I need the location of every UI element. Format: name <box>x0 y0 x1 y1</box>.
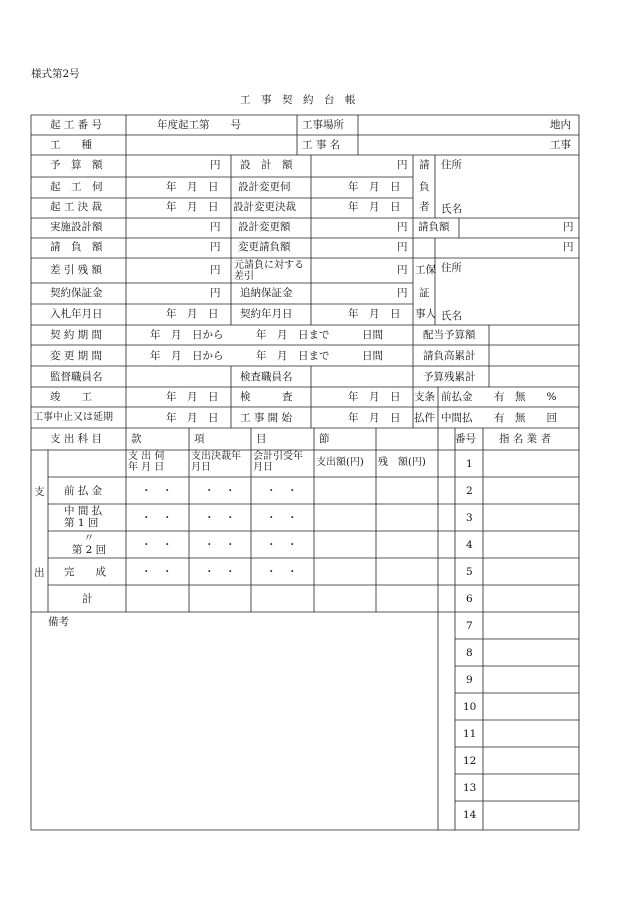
guarantor-name-label: 氏名 <box>441 310 462 322</box>
start-label: 工 事 開 始 <box>240 412 293 424</box>
vendor-number: 2 <box>466 485 473 497</box>
ko-label: 項 <box>194 433 205 445</box>
mid-row-value: 年 月 日 <box>348 181 401 193</box>
contractor-char: 請 <box>419 159 430 171</box>
start-value: 年 月 日 <box>348 412 401 424</box>
condition-char: 払件 <box>414 412 435 424</box>
inspection-value: 年 月 日 <box>348 391 401 403</box>
mid-row-label: 設 計 額 <box>240 159 293 171</box>
left-row-value: 円 <box>210 241 221 253</box>
side-char: 出 <box>34 567 45 579</box>
budget-remaining-label: 予算残累計 <box>423 371 476 383</box>
left-row-label: 契約保証金 <box>50 287 103 299</box>
koji-mei-value: 工事 <box>550 139 571 151</box>
supervisor-label: 監督職員名 <box>50 371 103 383</box>
side-char: 支 <box>34 486 45 498</box>
advance-label: 前払金 <box>441 391 473 403</box>
guarantor-char: 工保 <box>415 264 436 276</box>
expense-date: ・ ・ <box>141 512 173 524</box>
vendor-number-label: 番号 <box>455 433 476 445</box>
advance-value: 有 無 % <box>494 391 557 403</box>
completion-value: 年 月 日 <box>166 391 219 403</box>
contractor-char: 負 <box>419 181 430 193</box>
period-days: 日間 <box>362 350 383 362</box>
expense-date: ・ ・ <box>141 485 173 497</box>
col-header: 支出額(円) <box>316 457 364 468</box>
vendor-number: 7 <box>466 620 473 632</box>
vendor-number: 4 <box>466 539 473 551</box>
expense-date: ・ ・ <box>204 566 236 578</box>
expense-row-label: 前 払 金 <box>64 485 103 497</box>
mid-row-label: 設計変更額 <box>238 221 291 233</box>
interim-value: 有 無 回 <box>494 412 557 424</box>
vendor-number: 6 <box>466 593 473 605</box>
left-row-value: 円 <box>210 159 221 171</box>
koshu-label: 工 種 <box>50 139 92 151</box>
period-right-label: 請負高累計 <box>423 350 476 362</box>
contractor-name-label: 氏名 <box>441 203 462 215</box>
kiko-bango-value: 年度起工第 号 <box>157 119 241 131</box>
expense-row-label: 計 <box>82 593 93 605</box>
vendor-number: 3 <box>466 512 473 524</box>
mid-row-label: 設計変更決裁 <box>233 201 296 213</box>
kiko-bango-label: 起 工 番 号 <box>50 119 103 131</box>
mid-row-value: 円 <box>397 287 408 299</box>
left-row-value: 年 月 日 <box>166 308 219 320</box>
moku-label: 目 <box>256 433 267 445</box>
left-row-label: 入札年月日 <box>50 308 103 320</box>
contract-extra-unit: 円 <box>563 241 574 253</box>
vendor-number: 11 <box>463 728 477 740</box>
vendor-number: 14 <box>463 809 477 821</box>
col-header: 会計引受年 月日 <box>253 451 303 473</box>
koji-basho-value: 地内 <box>550 119 571 131</box>
remarks-label: 備考 <box>48 616 69 628</box>
mid-row-value: 円 <box>397 221 408 233</box>
interim-label: 中間払 <box>441 412 473 424</box>
left-row-value: 年 月 日 <box>166 201 219 213</box>
inspector-label: 検査職員名 <box>240 371 293 383</box>
expense-date: ・ ・ <box>141 566 173 578</box>
setsu-label: 節 <box>319 433 330 445</box>
mid-row-label: 追納保証金 <box>240 287 293 299</box>
suspension-value: 年 月 日 <box>166 412 219 424</box>
mid-row-value: 円 <box>397 264 408 276</box>
suspension-label: 工事中止又は延期 <box>33 412 113 423</box>
vendor-name-label: 指 名 業 者 <box>499 433 552 445</box>
guarantor-char: 事人 <box>415 308 436 320</box>
vendor-number: 1 <box>466 458 473 470</box>
mid-row-value: 円 <box>397 241 408 253</box>
mid-row-label: 設計変更伺 <box>238 181 291 193</box>
koji-basho-label: 工事場所 <box>302 119 344 131</box>
col-header: 支 出 伺 年 月 日 <box>128 451 165 473</box>
page-title: 工 事 契 約 台 帳 <box>240 94 356 106</box>
mid-row-label: 元請負に対する差引 <box>234 260 304 282</box>
expense-row-label: 中 間 払 第 1 回 <box>64 505 103 529</box>
left-row-label: 予 算 額 <box>50 159 103 171</box>
period-label: 契 約 期 間 <box>50 329 103 341</box>
expense-date: ・ ・ <box>204 485 236 497</box>
period-to: 年 月 日まで <box>256 350 330 362</box>
vendor-number: 5 <box>466 566 473 578</box>
col-header: 支出決裁年 月日 <box>191 451 241 473</box>
left-row-label: 請 負 額 <box>50 241 103 253</box>
expense-row-label: 〃 第 2 回 <box>71 532 107 556</box>
period-label: 変 更 期 間 <box>50 350 103 362</box>
mid-row-label: 契約年月日 <box>240 308 293 320</box>
contract-amount-label: 請負額 <box>418 221 450 233</box>
guarantor-char: 証 <box>419 287 430 299</box>
guarantor-address-label: 住所 <box>441 262 462 274</box>
expense-date: ・ ・ <box>204 539 236 551</box>
koji-mei-label: 工 事 名 <box>302 139 341 151</box>
completion-label: 竣 工 <box>50 391 92 403</box>
expense-date: ・ ・ <box>204 512 236 524</box>
mid-row-value: 年 月 日 <box>348 308 401 320</box>
mid-row-value: 年 月 日 <box>348 201 401 213</box>
contract-amount-unit: 円 <box>563 221 574 233</box>
period-right-label: 配当予算額 <box>423 329 476 341</box>
period-from: 年 月 日から <box>150 350 224 362</box>
left-row-label: 起 工 決 裁 <box>50 201 103 213</box>
left-row-label: 差 引 残 額 <box>50 264 103 276</box>
expense-subject-label: 支 出 科 目 <box>50 433 103 445</box>
left-row-value: 年 月 日 <box>166 181 219 193</box>
left-row-value: 円 <box>210 221 221 233</box>
vendor-number: 12 <box>463 755 477 767</box>
kan-label: 款 <box>131 433 142 445</box>
period-from: 年 月 日から <box>150 329 224 341</box>
vendor-number: 9 <box>466 674 473 686</box>
left-row-label: 起 工 伺 <box>50 181 103 193</box>
form-number: 様式第2号 <box>31 68 80 80</box>
left-row-label: 実施設計額 <box>50 221 103 233</box>
expense-row-label: 完 成 <box>64 566 106 578</box>
vendor-number: 8 <box>466 647 473 659</box>
expense-date: ・ ・ <box>266 539 298 551</box>
left-row-value: 円 <box>210 264 221 276</box>
vendor-number: 13 <box>463 782 477 794</box>
col-header: 残 額(円) <box>378 457 426 468</box>
inspection-label: 検 査 <box>240 391 293 403</box>
expense-date: ・ ・ <box>141 539 173 551</box>
expense-date: ・ ・ <box>266 566 298 578</box>
condition-char: 支条 <box>414 391 435 403</box>
mid-row-label: 変更請負額 <box>238 241 291 253</box>
contractor-char: 者 <box>419 201 430 213</box>
expense-date: ・ ・ <box>266 485 298 497</box>
contractor-address-label: 住所 <box>441 159 462 171</box>
vendor-number: 10 <box>463 701 477 713</box>
mid-row-value: 円 <box>397 159 408 171</box>
left-row-value: 円 <box>210 287 221 299</box>
period-to: 年 月 日まで <box>256 329 330 341</box>
expense-date: ・ ・ <box>266 512 298 524</box>
period-days: 日間 <box>362 329 383 341</box>
